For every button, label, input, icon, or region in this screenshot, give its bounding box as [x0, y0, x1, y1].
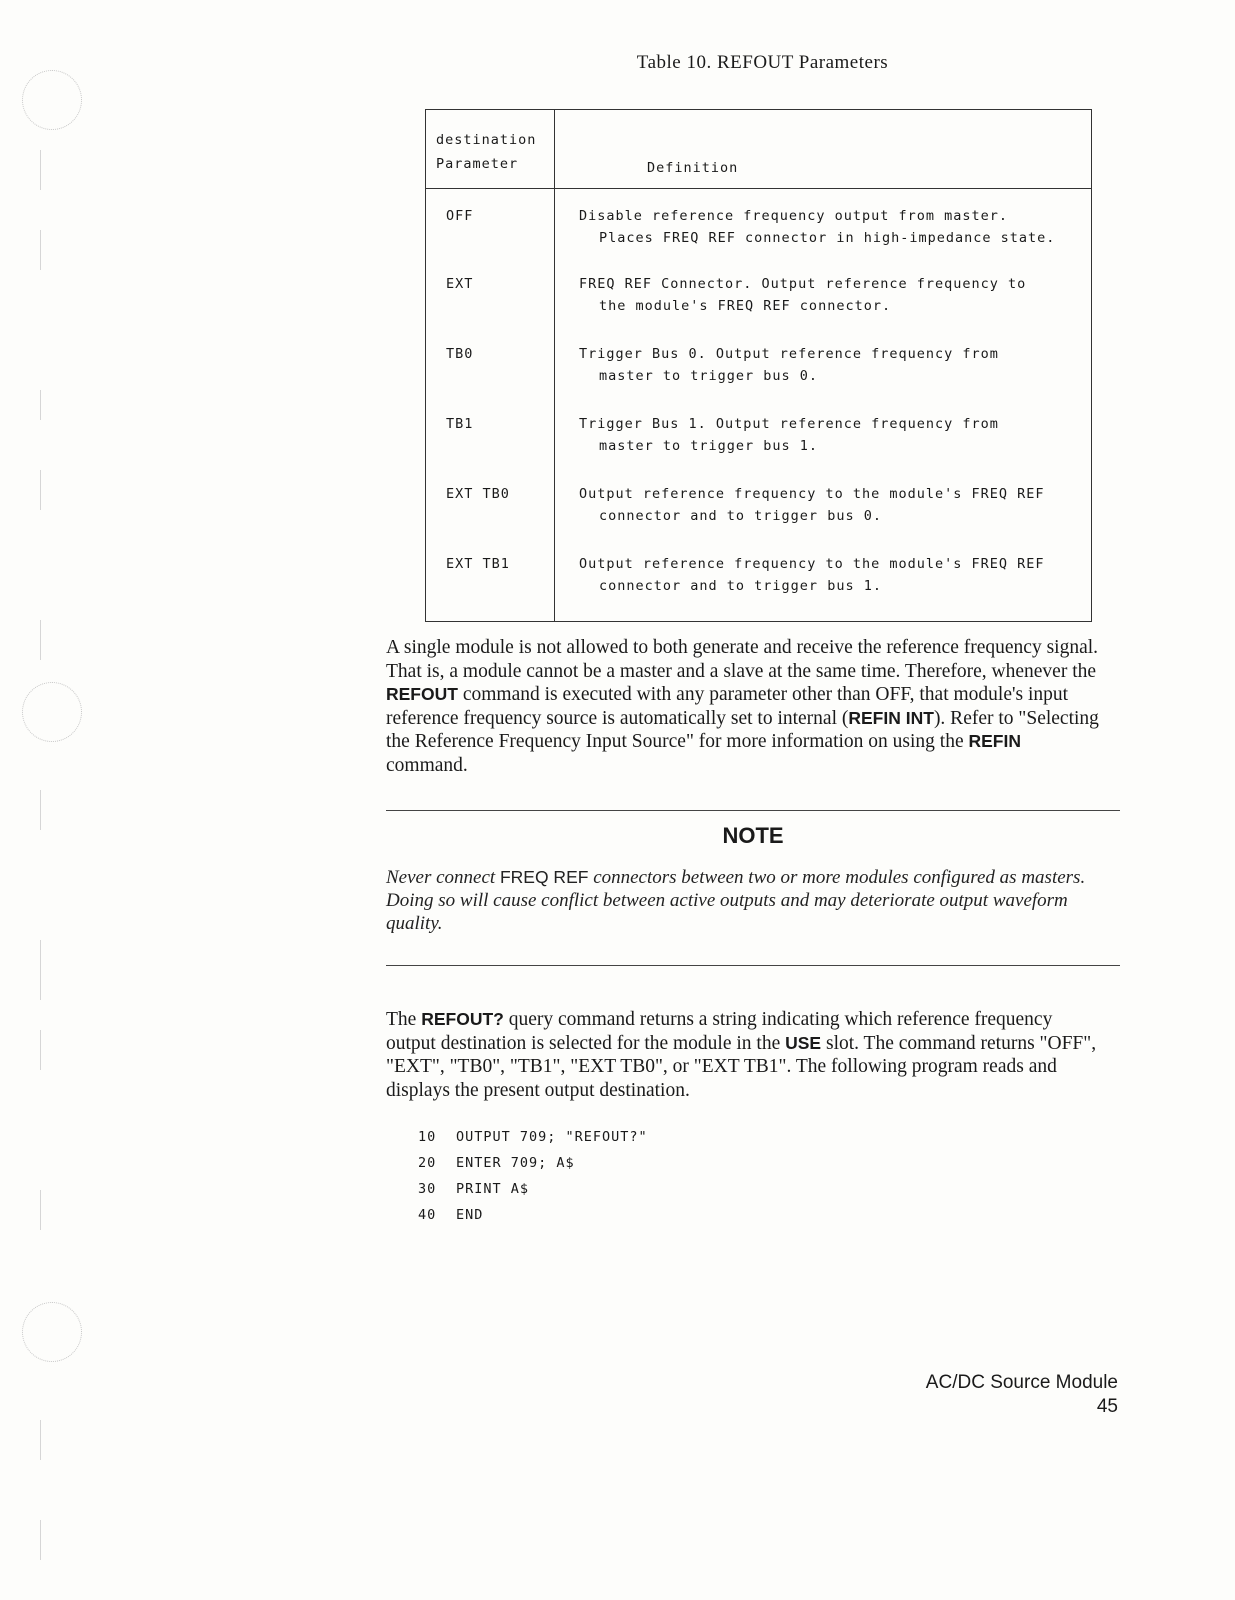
header-destination-label: destination: [436, 132, 537, 148]
paragraph-refout-query: [386, 1008, 1106, 1102]
note-text: [386, 866, 1106, 935]
table-row: [426, 399, 1092, 469]
code-text: OUTPUT 709; "REFOUT?": [456, 1129, 648, 1145]
text-run: slot. The command returns "OFF", "EXT", "TB0", "TB1", "EXT TB0", or "EXT TB1". The following program reads and displays the present output destination.: [386, 1032, 1097, 1101]
definition-cell: [555, 329, 1092, 399]
keyword-use: USE: [785, 1032, 822, 1053]
code-text: ENTER 709; A$: [456, 1155, 575, 1171]
refout-parameters-table: [425, 109, 1092, 622]
edge-mark: [40, 1190, 41, 1230]
column-header-parameter: [426, 110, 555, 189]
edge-mark: [40, 620, 41, 660]
definition-line: the module's FREQ REF connector.: [599, 298, 892, 314]
edge-mark: [40, 790, 41, 830]
param-cell: [426, 539, 555, 622]
freq-ref-term: FREQ REF: [499, 867, 589, 887]
line-number: 20: [418, 1155, 437, 1171]
text-run: Never connect: [386, 867, 500, 888]
table-row: [426, 329, 1092, 399]
header-parameter-label: Parameter: [436, 156, 519, 172]
line-number: 40: [418, 1207, 437, 1223]
param-value: EXT TB0: [446, 486, 510, 502]
edge-mark: [40, 940, 41, 1000]
code-text: END: [456, 1207, 484, 1223]
column-header-definition: Definition: [555, 110, 1092, 189]
param-value: TB0: [446, 346, 474, 362]
binding-hole-middle: [22, 682, 82, 742]
param-cell: [426, 399, 555, 469]
page-footer: [926, 1371, 1118, 1419]
definition-line: connector and to trigger bus 1.: [599, 578, 882, 594]
binding-hole-bottom: [22, 1302, 82, 1362]
definition-cell: [555, 189, 1092, 260]
table-title: Table 10. REFOUT Parameters: [636, 52, 889, 73]
definition-line: master to trigger bus 0.: [599, 368, 819, 384]
text-run: A single module is not allowed to both generate and receive the reference frequency signal. That is, a module cannot be a master and a slave at the same time. Therefore, whenever the: [386, 637, 1099, 682]
code-line: [418, 1202, 648, 1228]
text-run: command is executed with any parameter other than OFF, that module's input reference frequency source is automatically set to internal (: [386, 684, 1069, 729]
text-run: connectors between two or more modules configured as masters. Doing so will cause conflict between active outputs and may deteriorate output waveform quality.: [386, 867, 1086, 934]
line-number: 10: [418, 1129, 437, 1145]
footer-title: AC/DC Source Module: [925, 1372, 1118, 1393]
binding-hole-top: [22, 70, 82, 130]
note-heading: NOTE: [722, 823, 784, 848]
definition-cell: [555, 539, 1092, 622]
text-run: query command returns a string indicating which reference frequency output destination is selected for the module in the: [386, 1009, 1053, 1054]
param-cell: [426, 259, 555, 329]
definition-line: FREQ REF Connector. Output reference frequency to: [579, 276, 1027, 292]
edge-mark: [40, 230, 41, 270]
program-listing: [418, 1124, 648, 1228]
command-refin-int: REFIN INT: [848, 707, 934, 728]
param-value: EXT: [446, 276, 474, 292]
edge-mark: [40, 1420, 41, 1460]
edge-mark: [40, 1030, 41, 1070]
definition-cell: [555, 399, 1092, 469]
paragraph-refout-description: [386, 636, 1106, 777]
command-refout-query: REFOUT?: [421, 1009, 504, 1029]
table-header-row: [426, 110, 1092, 189]
definition-line: Trigger Bus 0. Output reference frequency from: [579, 346, 999, 362]
code-line: [418, 1124, 648, 1150]
definition-line: master to trigger bus 1.: [599, 438, 819, 454]
table-row: [426, 189, 1092, 260]
table-row: [426, 259, 1092, 329]
param-cell: [426, 329, 555, 399]
param-value: OFF: [446, 208, 474, 224]
definition-line: Disable reference frequency output from master.: [579, 208, 1009, 224]
definition-line: Output reference frequency to the module's FREQ REF: [579, 486, 1045, 502]
edge-mark: [40, 470, 41, 510]
edge-mark: [40, 150, 41, 190]
command-refin: REFIN: [968, 731, 1021, 751]
definition-line: Output reference frequency to the module's FREQ REF: [579, 556, 1045, 572]
note-top-rule: [386, 810, 1120, 811]
param-value: TB1: [446, 416, 474, 432]
definition-line: Trigger Bus 1. Output reference frequency from: [579, 416, 999, 432]
code-line: [418, 1176, 648, 1202]
note-bottom-rule: [386, 965, 1120, 966]
code-line: [418, 1150, 648, 1176]
definition-line: Places FREQ REF connector in high-impedance state.: [599, 230, 1056, 246]
param-cell: [426, 189, 555, 260]
edge-mark: [40, 390, 41, 420]
param-value: EXT TB1: [446, 556, 510, 572]
text-run: ). Refer to "Selecting the Reference Frequency Input Source" for more information on using the: [386, 707, 1099, 752]
page-number: 45: [1096, 1396, 1118, 1417]
edge-mark: [40, 1520, 41, 1560]
line-number: 30: [418, 1181, 437, 1197]
definition-cell: [555, 469, 1092, 539]
table-row: [426, 539, 1092, 622]
text-run: The: [386, 1009, 422, 1030]
text-run: command.: [386, 754, 468, 776]
code-text: PRINT A$: [456, 1181, 530, 1197]
definition-cell: [555, 259, 1092, 329]
command-refout: REFOUT: [386, 684, 458, 704]
param-cell: [426, 469, 555, 539]
table-row: [426, 469, 1092, 539]
definition-line: connector and to trigger bus 0.: [599, 508, 882, 524]
